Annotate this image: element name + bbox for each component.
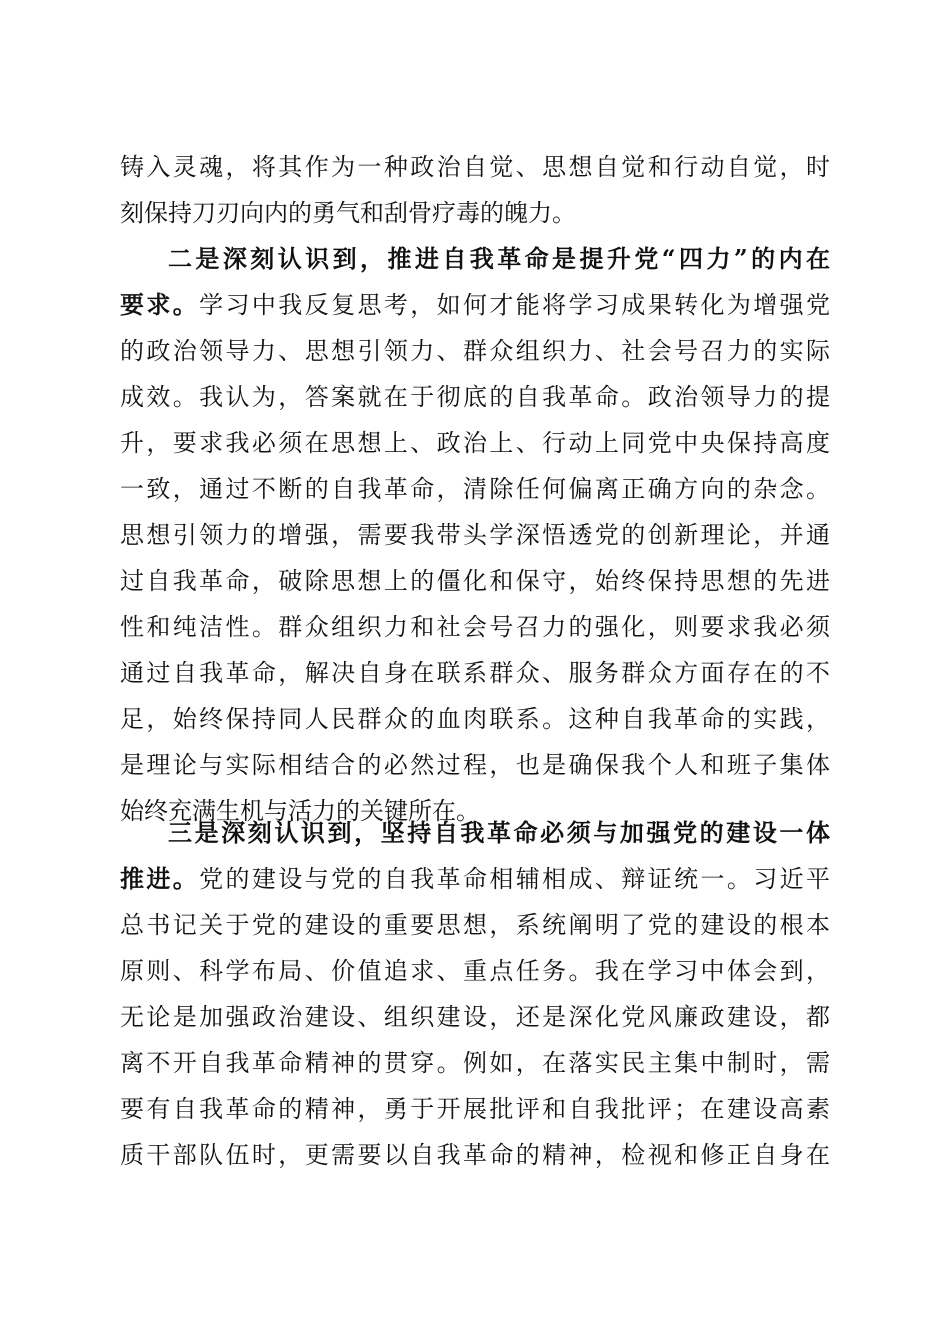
text-line: 性和纯洁性。群众组织力和社会号召力的强化，则要求我必须 bbox=[120, 613, 830, 641]
text-line: 铸入灵魂，将其作为一种政治自觉、思想自觉和行动自觉，时 bbox=[120, 153, 830, 181]
paragraph-3 bbox=[120, 810, 830, 1178]
text-line: 要求。学习中我反复思考，如何才能将学习成果转化为增强党 bbox=[120, 290, 831, 319]
text-line: 刻保持刀刃向内的勇气和刮骨疗毒的魄力。 bbox=[120, 199, 576, 227]
text-line: 的政治领导力、思想引领力、群众组织力、社会号召力的实际 bbox=[120, 337, 830, 365]
text-line: 离不开自我革命精神的贯穿。例如，在落实民主集中制时，需 bbox=[120, 1049, 830, 1077]
paragraph-heading: 二是深刻认识到，推进自我革命是提升党“四力”的内在 bbox=[168, 244, 830, 273]
paragraph-heading: 三是深刻认识到，坚持自我革命必须与加强党的建设一体 bbox=[168, 818, 830, 847]
text-line: 无论是加强政治建设、组织建设，还是深化党风廉政建设，都 bbox=[120, 1003, 830, 1031]
text-line: 原则、科学布局、价值追求、重点任务。我在学习中体会到， bbox=[120, 957, 830, 985]
text-line: 推进。党的建设与党的自我革命相辅相成、辩证统一。习近平 bbox=[120, 864, 831, 893]
paragraph-1 bbox=[120, 144, 830, 236]
paragraph-heading: 要求。 bbox=[120, 290, 200, 319]
text-line: 一致，通过不断的自我革命，清除任何偏离正确方向的杂念。 bbox=[120, 475, 830, 503]
text-line: 通过自我革命，解决自身在联系群众、服务群众方面存在的不 bbox=[120, 659, 830, 687]
text-line: 总书记关于党的建设的重要思想，系统阐明了党的建设的根本 bbox=[120, 911, 830, 939]
text-line: 质干部队伍时，更需要以自我革命的精神，检视和修正自身在 bbox=[120, 1141, 830, 1169]
text-line: 思想引领力的增强，需要我带头学深悟透党的创新理论，并通 bbox=[120, 521, 830, 549]
text-line: 升，要求我必须在思想上、政治上、行动上同党中央保持高度 bbox=[120, 429, 830, 457]
paragraph-heading-line bbox=[120, 810, 830, 856]
text-line: 成效。我认为，答案就在于彻底的自我革命。政治领导力的提 bbox=[120, 383, 830, 411]
paragraph-heading-line bbox=[120, 236, 830, 282]
text-line: 是理论与实际相结合的必然过程，也是确保我个人和班子集体 bbox=[120, 751, 830, 779]
text-line: 始终充满生机与活力的关键所在。 bbox=[120, 797, 480, 825]
paragraph-2 bbox=[120, 236, 830, 834]
text-line: 要有自我革命的精神，勇于开展批评和自我批评；在建设高素 bbox=[120, 1095, 830, 1123]
text-line: 过自我革命，破除思想上的僵化和保守，始终保持思想的先进 bbox=[120, 567, 830, 595]
paragraph-heading: 推进。 bbox=[120, 864, 200, 893]
text-line: 足，始终保持同人民群众的血肉联系。这种自我革命的实践， bbox=[120, 705, 830, 733]
